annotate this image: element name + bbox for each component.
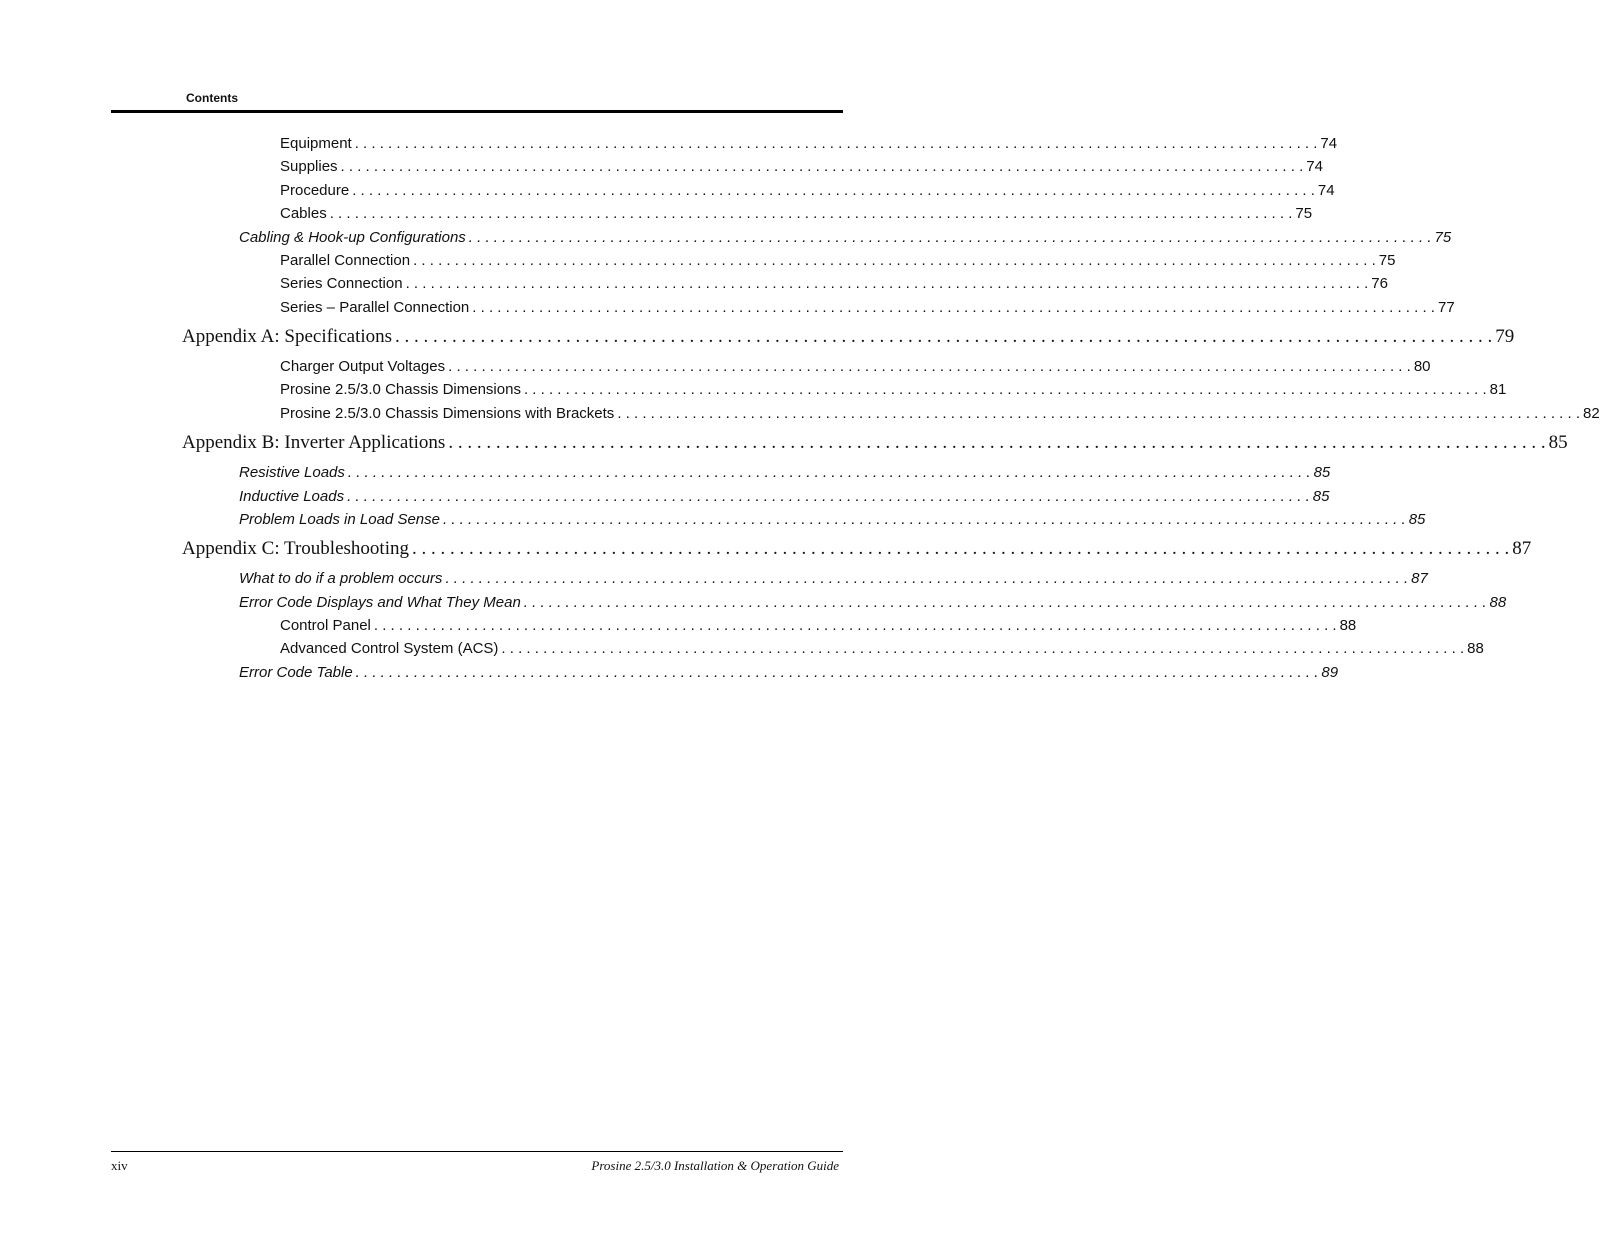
toc-entry-label: Advanced Control System (ACS) xyxy=(280,640,499,657)
toc-entry-inductive-loads[interactable] xyxy=(239,487,1330,507)
dot-leader: . . . . . . . . . . . . . . . . . . . . . . . . . . . . . . . . . . . . . . . . . . . . . . . . . . . . . . . . . . . . . . . . . . . . . . . . . . . . . . . . . . . . . . . . . . . . . . . . . . . . . . . . . . . . . . . . . . . . xyxy=(448,358,1411,375)
dot-leader: . . . . . . . . . . . . . . . . . . . . . . . . . . . . . . . . . . . . . . . . . . . . . . . . . . . . . . . . . . . . . . . . . . . . . . . . . . . . . . . . . . . . . . . . . . . . . . . . . . . . . . . . . . . . . . . . . . . . xyxy=(352,182,1315,199)
dot-leader: . . . . . . . . . . . . . . . . . . . . . . . . . . . . . . . . . . . . . . . . . . . . . . . . . . . . . . . . . . . . . . . . . . . . . . . . . . . . . . . . . . . . . . . . . . . . . . . . . . . . . . . . . . . . . . . . . . . . xyxy=(523,381,1487,398)
toc-entry-page: 85 xyxy=(1548,432,1568,453)
toc-entry-label: Appendix B: Inverter Applications xyxy=(182,432,446,453)
toc-entry-page: 75 xyxy=(1434,229,1452,246)
toc-entry-page: 80 xyxy=(1413,358,1431,375)
toc-entry-page: 75 xyxy=(1378,252,1396,269)
footer-page-number: xiv xyxy=(111,1158,128,1173)
toc-entry-page: 77 xyxy=(1437,299,1455,316)
toc-entry-page: 82 xyxy=(1583,405,1600,422)
toc-entry-label: Cables xyxy=(280,205,327,222)
toc-entry-label: Prosine 2.5/3.0 Chassis Dimensions xyxy=(280,381,521,398)
toc-entry-what-to-do[interactable] xyxy=(239,569,1428,589)
dot-leader: . . . . . . . . . . . . . . . . . . . . . . . . . . . . . . . . . . . . . . . . . . . . . . . . . . . . . . . . . . . . . . . . . . . . . . . . . . . . . . . . . . . . . . . . . . . . . . . . . . . . . . . . . . . . . . . . . . . . xyxy=(340,158,1304,175)
dot-leader: . . . . . . . . . . . . . . . . . . . . . . . . . . . . . . . . . . . . . . . . . . . . . . . . . . . . . . . . . . . . . . . . . . . . . . . . . . . . . . . . . . . . . . . . . . . . . . . . . . . . . . . . . . . . . . . . . . . . xyxy=(395,326,1493,347)
toc-entry-parallel-connection[interactable] xyxy=(280,251,1396,271)
toc-entry-page: 74 xyxy=(1317,182,1335,199)
dot-leader: . . . . . . . . . . . . . . . . . . . . . . . . . . . . . . . . . . . . . . . . . . . . . . . . . . . . . . . . . . . . . . . . . . . . . . . . . . . . . . . . . . . . . . . . . . . . . . . . . . . . . . . . . . . . . . . . . . . . xyxy=(468,229,1432,246)
toc-entry-series-parallel[interactable] xyxy=(280,298,1455,318)
toc-entry-page: 75 xyxy=(1295,205,1313,222)
toc-entry-label: Equipment xyxy=(280,135,352,152)
toc-entry-page: 85 xyxy=(1313,464,1331,481)
footer-rule xyxy=(111,1151,843,1152)
toc-entry-charger-output-voltages[interactable] xyxy=(280,357,1431,377)
toc-entry-appendix-a[interactable] xyxy=(182,324,1515,350)
toc-entry-page: 88 xyxy=(1339,617,1357,634)
toc-entry-page: 88 xyxy=(1467,640,1484,657)
toc-entry-label: Series – Parallel Connection xyxy=(280,299,470,316)
toc-entry-control-panel[interactable] xyxy=(280,616,1357,636)
toc-entry-label: Supplies xyxy=(280,158,338,175)
toc-entry-label: Control Panel xyxy=(280,617,371,634)
toc-entry-label: Inductive Loads xyxy=(239,488,345,505)
toc-entry-label: Prosine 2.5/3.0 Chassis Dimensions with Brackets xyxy=(280,405,615,422)
toc-entry-series-connection[interactable] xyxy=(280,274,1388,294)
toc-entry-appendix-b[interactable] xyxy=(182,430,1568,456)
toc-entry-page: 81 xyxy=(1489,381,1507,398)
toc-entry-cabling-hookup[interactable] xyxy=(239,228,1452,248)
dot-leader: . . . . . . . . . . . . . . . . . . . . . . . . . . . . . . . . . . . . . . . . . . . . . . . . . . . . . . . . . . . . . . . . . . . . . . . . . . . . . . . . . . . . . . . . . . . . . . . . . . . . . . . . . . . . . . . . . . . . xyxy=(347,464,1311,481)
dot-leader: . . . . . . . . . . . . . . . . . . . . . . . . . . . . . . . . . . . . . . . . . . . . . . . . . . . . . . . . . . . . . . . . . . . . . . . . . . . . . . . . . . . . . . . . . . . . . . . . . . . . . . . . . . . . . . . . . . . . xyxy=(472,299,1435,316)
toc-entry-page: 85 xyxy=(1312,488,1330,505)
toc-entry-label: Appendix C: Troubleshooting xyxy=(182,538,409,559)
toc-entry-resistive-loads[interactable] xyxy=(239,463,1331,483)
toc-entry-error-code-displays[interactable] xyxy=(239,593,1507,613)
toc-entry-equipment[interactable] xyxy=(280,134,1338,154)
toc-entry-label: Problem Loads in Load Sense xyxy=(239,511,440,528)
toc-entry-label: Procedure xyxy=(280,182,350,199)
toc-entry-label: Resistive Loads xyxy=(239,464,345,481)
dot-leader: . . . . . . . . . . . . . . . . . . . . . . . . . . . . . . . . . . . . . . . . . . . . . . . . . . . . . . . . . . . . . . . . . . . . . . . . . . . . . . . . . . . . . . . . . . . . . . . . . . . . . . . . . . . . . . . . . . . . xyxy=(373,617,1337,634)
toc-entry-page: 79 xyxy=(1495,326,1515,347)
toc-entry-error-code-table[interactable] xyxy=(239,663,1339,683)
dot-leader: . . . . . . . . . . . . . . . . . . . . . . . . . . . . . . . . . . . . . . . . . . . . . . . . . . . . . . . . . . . . . . . . . . . . . . . . . . . . . . . . . . . . . . . . . . . . . . . . . . . . . . . . . . . . . . . . . . . . xyxy=(405,275,1369,292)
running-header: Contents xyxy=(186,91,238,105)
dot-leader: . . . . . . . . . . . . . . . . . . . . . . . . . . . . . . . . . . . . . . . . . . . . . . . . . . . . . . . . . . . . . . . . . . . . . . . . . . . . . . . . . . . . . . . . . . . . . . . . . . . . . . . . . . . . . . . . . . . . xyxy=(413,252,1376,269)
toc-entry-supplies[interactable] xyxy=(280,157,1323,177)
dot-leader: . . . . . . . . . . . . . . . . . . . . . . . . . . . . . . . . . . . . . . . . . . . . . . . . . . . . . . . . . . . . . . . . . . . . . . . . . . . . . . . . . . . . . . . . . . . . . . . . . . . . . . . . . . . . . . . . . . . . xyxy=(442,511,1406,528)
toc-entry-page: 89 xyxy=(1321,664,1339,681)
toc-entry-acs[interactable] xyxy=(280,639,1484,659)
toc-entry-label: Appendix A: Specifications xyxy=(182,326,393,347)
toc-entry-label: Parallel Connection xyxy=(280,252,411,269)
dot-leader: . . . . . . . . . . . . . . . . . . . . . . . . . . . . . . . . . . . . . . . . . . . . . . . . . . . . . . . . . . . . . . . . . . . . . . . . . . . . . . . . . . . . . . . . . . . . . . . . . . . . . . . . . . . . . . . . . . . . xyxy=(445,570,1409,587)
dot-leader: . . . . . . . . . . . . . . . . . . . . . . . . . . . . . . . . . . . . . . . . . . . . . . . . . . . . . . . . . . . . . . . . . . . . . . . . . . . . . . . . . . . . . . . . . . . . . . . . . . . . . . . . . . . . . . . . . . . . xyxy=(354,135,1318,152)
toc-entry-chassis-dimensions-brackets[interactable] xyxy=(280,404,1600,424)
toc-entry-page: 74 xyxy=(1306,158,1323,175)
toc-entry-label: What to do if a problem occurs xyxy=(239,570,443,587)
toc-entry-page: 87 xyxy=(1411,570,1428,587)
toc-entry-page: 85 xyxy=(1408,511,1426,528)
toc-entry-page: 87 xyxy=(1512,538,1532,559)
footer-guide-title: Prosine 2.5/3.0 Installation & Operation Guide xyxy=(591,1158,839,1173)
toc-entry-label: Error Code Displays and What They Mean xyxy=(239,594,521,611)
dot-leader: . . . . . . . . . . . . . . . . . . . . . . . . . . . . . . . . . . . . . . . . . . . . . . . . . . . . . . . . . . . . . . . . . . . . . . . . . . . . . . . . . . . . . . . . . . . . . . . . . . . . . . . . . . . . . . . . . . . . xyxy=(411,538,1510,559)
toc-entry-label: Charger Output Voltages xyxy=(280,358,446,375)
header-rule xyxy=(111,110,843,113)
toc-entry-label: Error Code Table xyxy=(239,664,353,681)
toc-entry-page: 74 xyxy=(1320,135,1338,152)
dot-leader: . . . . . . . . . . . . . . . . . . . . . . . . . . . . . . . . . . . . . . . . . . . . . . . . . . . . . . . . . . . . . . . . . . . . . . . . . . . . . . . . . . . . . . . . . . . . . . . . . . . . . . . . . . . . . . . . . . . . xyxy=(329,205,1293,222)
toc-entry-page: 76 xyxy=(1371,275,1388,292)
toc-entry-cables[interactable] xyxy=(280,204,1313,224)
toc-entry-label: Series Connection xyxy=(280,275,403,292)
toc-entry-problem-loads[interactable] xyxy=(239,510,1426,530)
dot-leader: . . . . . . . . . . . . . . . . . . . . . . . . . . . . . . . . . . . . . . . . . . . . . . . . . . . . . . . . . . . . . . . . . . . . . . . . . . . . . . . . . . . . . . . . . . . . . . . . . . . . . . . . . . . . . . . . . . . . xyxy=(501,640,1465,657)
dot-leader: . . . . . . . . . . . . . . . . . . . . . . . . . . . . . . . . . . . . . . . . . . . . . . . . . . . . . . . . . . . . . . . . . . . . . . . . . . . . . . . . . . . . . . . . . . . . . . . . . . . . . . . . . . . . . . . . . . . . xyxy=(617,405,1581,422)
dot-leader: . . . . . . . . . . . . . . . . . . . . . . . . . . . . . . . . . . . . . . . . . . . . . . . . . . . . . . . . . . . . . . . . . . . . . . . . . . . . . . . . . . . . . . . . . . . . . . . . . . . . . . . . . . . . . . . . . . . . xyxy=(355,664,1319,681)
toc-entry-chassis-dimensions[interactable] xyxy=(280,380,1507,400)
toc-entry-procedure[interactable] xyxy=(280,181,1335,201)
dot-leader: . . . . . . . . . . . . . . . . . . . . . . . . . . . . . . . . . . . . . . . . . . . . . . . . . . . . . . . . . . . . . . . . . . . . . . . . . . . . . . . . . . . . . . . . . . . . . . . . . . . . . . . . . . . . . . . . . . . . xyxy=(448,432,1546,453)
toc-entry-label: Cabling & Hook-up Configurations xyxy=(239,229,466,246)
toc-entry-appendix-c[interactable] xyxy=(182,536,1532,562)
dot-leader: . . . . . . . . . . . . . . . . . . . . . . . . . . . . . . . . . . . . . . . . . . . . . . . . . . . . . . . . . . . . . . . . . . . . . . . . . . . . . . . . . . . . . . . . . . . . . . . . . . . . . . . . . . . . . . . . . . . . xyxy=(347,488,1310,505)
dot-leader: . . . . . . . . . . . . . . . . . . . . . . . . . . . . . . . . . . . . . . . . . . . . . . . . . . . . . . . . . . . . . . . . . . . . . . . . . . . . . . . . . . . . . . . . . . . . . . . . . . . . . . . . . . . . . . . . . . . . xyxy=(523,594,1487,611)
toc-entry-page: 88 xyxy=(1489,594,1507,611)
